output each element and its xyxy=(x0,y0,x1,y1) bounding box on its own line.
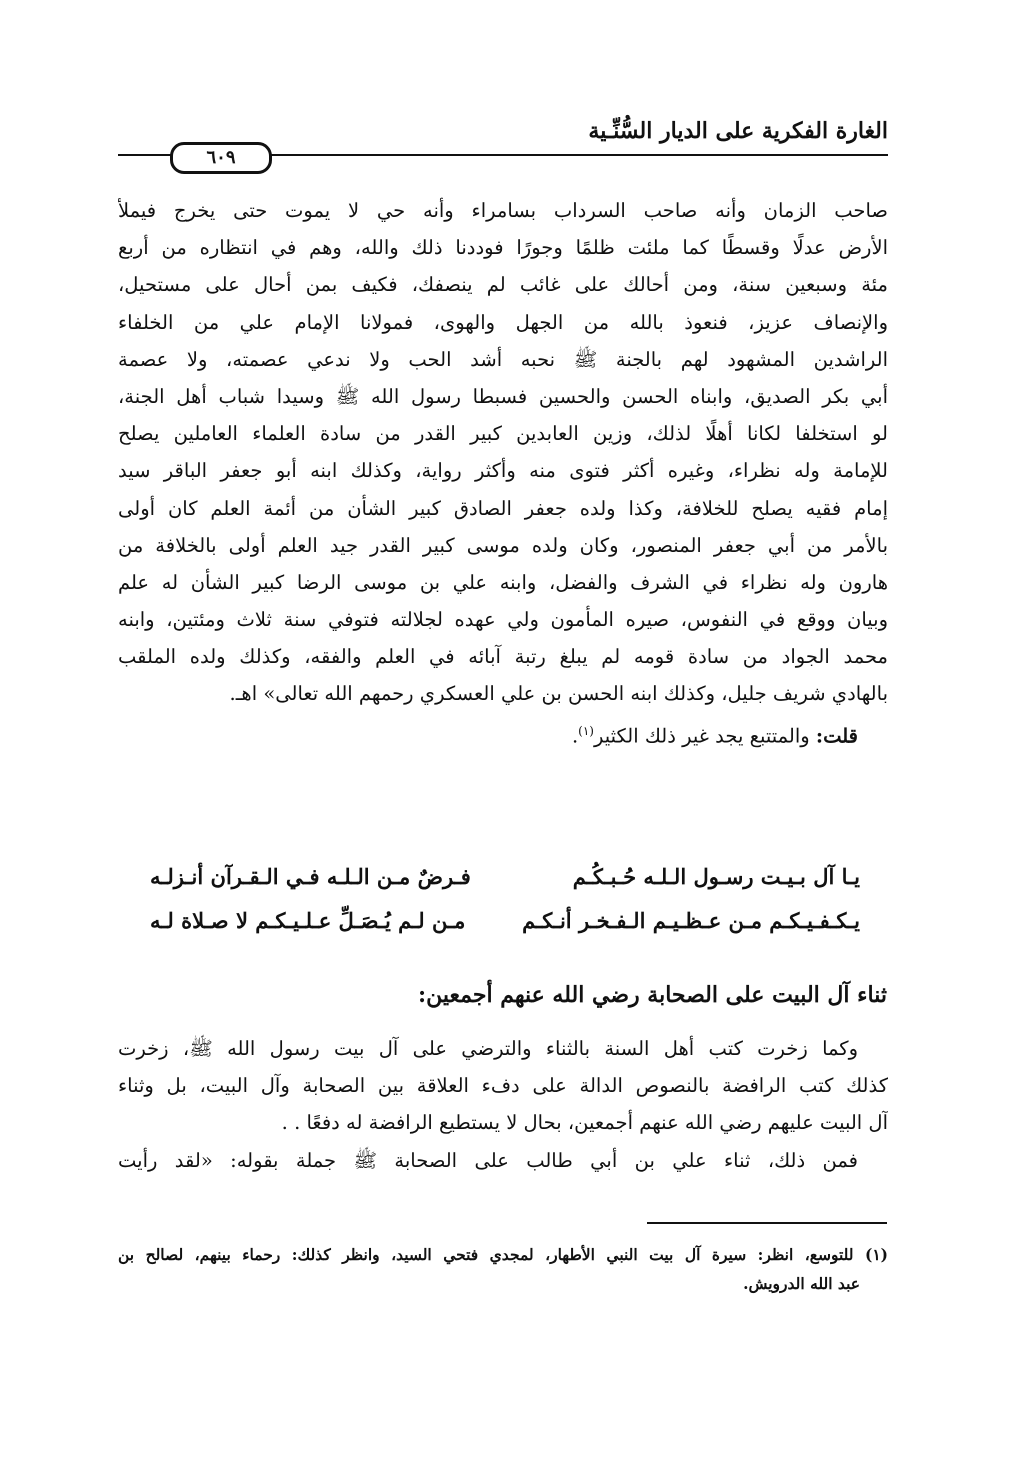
text-line: صاحب الزمان وأنه صاحب السرداب بسامراء وأنه حي لا يموت حتى يخرج فيملأ xyxy=(118,199,888,222)
poem xyxy=(150,855,860,943)
hemistich-left: فـرضٌ مـن الـلـه فـي الـقـرآن أنـزلـه xyxy=(150,864,471,889)
text-line: آل البيت عليهم رضي الله عنهم أجمعين، بحال لا يستطيع الرافضة له دفعًا . . xyxy=(281,1111,888,1135)
paragraph-1 xyxy=(118,192,888,750)
text-line: الأرض عدلًا وقسطًا كما ملئت ظلمًا وجورًا فوددنا ذلك والله، وهم في انتظاره من أربع xyxy=(118,236,888,260)
running-title: الغارة الفكرية على الديار السُّنِّـية xyxy=(588,118,888,144)
text-line: وكما زخرت كتب أهل السنة بالثناء والترضي على آل بيت رسول الله ﷺ، زخرت xyxy=(118,1037,858,1060)
footnote-rule xyxy=(647,1222,887,1224)
footnotes xyxy=(118,1240,888,1298)
footnote-line: عبد الله الدرويش. xyxy=(743,1274,860,1293)
qultu-label: قلت: xyxy=(815,724,858,748)
text-line: للإمامة وله نظراء، وغيره أكثر فتوى منه وأكثر رواية، وكذلك ابنه أبو جعفر الباقر سيد xyxy=(118,459,888,483)
page-header xyxy=(118,110,888,170)
text-line: إمام فقيه يصلح للخلافة، وكذا ولده جعفر الصادق كبير الشأن من أئمة العلم كان أولى xyxy=(118,496,888,520)
text-line: فمن ذلك، ثناء علي بن أبي طالب على الصحابة ﷺ جملة بقوله: «لقد رأيت xyxy=(118,1148,858,1172)
text-line: والإنصاف عزيز، فنعوذ بالله من الجهل والهوى، فمولانا الإمام علي من الخلفاء xyxy=(118,310,888,334)
text-line: بالأمر من أبي جعفر المنصور، وكان ولده موسى كبير القدر جيد العلم أولى بالخلافة من xyxy=(118,533,888,557)
page-number: ٦٠٩ xyxy=(170,142,272,174)
qultu-line xyxy=(118,713,888,750)
paragraph-2 xyxy=(118,1030,888,1179)
text-line: لو استخلفا لكانا أهلًا لذلك، وزين العابدين كبير القدر من سادة العلماء العاملين يصلح xyxy=(118,422,888,446)
poem-verse xyxy=(150,899,860,943)
qultu-end: . xyxy=(571,724,579,748)
footnote-line: (١) للتوسع، انظر: سيرة آل بيت النبي الأطهار، لمجدي فتحي السيد، وانظر كذلك: رحماء بينهم، لصالح بن xyxy=(118,1245,888,1264)
text-line: هارون وله نظراء في الشرف والفضل، وابنه علي بن موسى الرضا كبير الشأن له علم xyxy=(118,570,888,594)
hemistich-right: يـكـفـيـكـم مـن عـظـيـم الـفـخـر أنـكـم xyxy=(522,908,860,933)
text-line: الراشدين المشهود لهم بالجنة ﷺ نحبه أشد الحب ولا ندعي عصمته، ولا عصمة xyxy=(118,347,888,371)
footnote-ref[interactable]: (١) xyxy=(578,723,594,738)
text-line: بالهادي شريف جليل، وكذلك ابنه الحسن بن علي العسكري رحمهم الله تعالى» اهـ. xyxy=(229,682,888,706)
text-line: كذلك كتب الرافضة بالنصوص الدالة على دفء العلاقة بين الصحابة وآل البيت، بل وثناء xyxy=(118,1074,888,1098)
text-line: مئة وسبعين سنة، ومن أحالك على غائب لم ينصفك، فكيف بمن أحال على مستحيل، xyxy=(118,273,888,297)
text-line: محمد الجواد من سادة قومه لم يبلغ رتبة آبائه في العلم والفقه، وكذلك ولده الملقب xyxy=(118,645,888,669)
poem-verse xyxy=(150,855,860,899)
hemistich-right: يـا آل بـيـت رسـول الـلـه حُـبـكُـم xyxy=(572,864,860,889)
hemistich-left: مـن لـم يُـصَـلِّ عـلـيـكـم لا صـلاة لـه xyxy=(150,908,466,933)
text-line: وبيان ووقع في النفوس، صيره المأمون ولي عهده لجلالته فتوفي سنة ثلاث ومئتين، وابنه xyxy=(118,608,888,632)
qultu-text: والمتتبع يجد غير ذلك الكثير xyxy=(593,724,810,748)
text-line: أبي بكر الصديق، وابناه الحسن والحسين فسبطا رسول الله ﷺ وسيدا شباب أهل الجنة، xyxy=(118,384,888,408)
section-heading: ثناء آل البيت على الصحابة رضي الله عنهم أجمعين: xyxy=(418,982,887,1008)
